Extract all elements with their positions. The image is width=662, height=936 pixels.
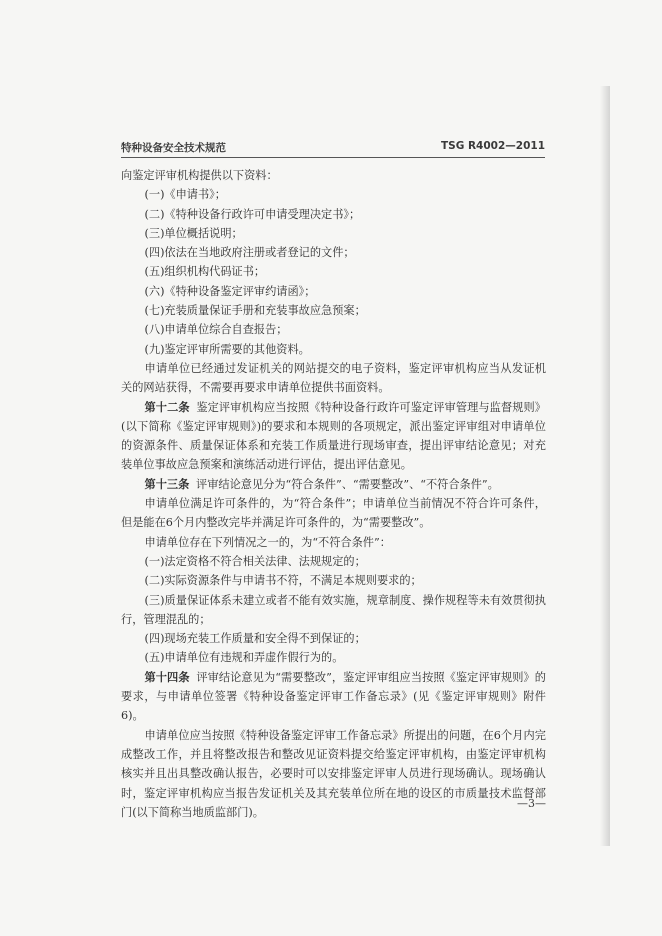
running-header (121, 140, 545, 156)
paragraph (121, 166, 546, 185)
paragraph (121, 359, 546, 398)
paragraph-text: 鉴定评审机构应当按照《特种设备行政许可鉴定评审管理与监督规则》(以下简称《鉴定评审规则》)的要求和本规则的各项规定，派出鉴定评审组对申请单位的资源条件、质量保证体系和充装工作质量进行现场审查，提出评审结论意见；对充装单位事故应急预案和演练活动进行评估，提出评估意见。 (121, 400, 546, 472)
paragraph-text: 申请单位存在下列情况之一的，为“不符合条件”： (144, 535, 391, 549)
paragraph (121, 185, 546, 204)
header-title: 特种设备安全技术规范 (121, 142, 226, 154)
page-number: —3— (517, 797, 546, 810)
paragraph (121, 475, 546, 494)
paragraph (121, 205, 546, 224)
paragraph-text: (三)单位概括说明； (144, 226, 243, 240)
paragraph-text: (八)申请单位综合自查报告； (144, 323, 288, 337)
paragraph-text: (五)申请单位有违规和弄虚作假行为的。 (144, 651, 344, 665)
paragraph (121, 282, 546, 301)
paragraph-text: (一)《申请书》； (144, 188, 226, 202)
paragraph-text: 评审结论意见分为“符合条件”、“需要整改”、“不符合条件”。 (196, 477, 499, 491)
paragraph (121, 591, 546, 630)
paragraph-text: (一)法定资格不符合相关法律、法规规定的； (144, 554, 366, 568)
paragraph-text: (九)鉴定评审所需要的其他资料。 (144, 342, 310, 356)
paragraph (121, 668, 546, 726)
paragraph (121, 648, 546, 667)
paragraph-text: 申请单位满足许可条件的，为“符合条件”；申请单位当前情况不符合许可条件，但是能在6个月内整改完毕并满足许可条件的，为“需要整改”。 (121, 497, 546, 530)
paragraph-text: (五)组织机构代码证书； (144, 265, 266, 279)
paragraph-text: (七)充装质量保证手册和充装事故应急预案； (144, 304, 366, 318)
paragraph-text: (四)现场充装工作质量和安全得不到保证的； (144, 632, 366, 646)
article-number: 第十三条 (144, 477, 190, 491)
paragraph (121, 301, 546, 320)
paragraph-text: 向鉴定评审机构提供以下资料： (121, 169, 278, 182)
paragraph (121, 533, 546, 552)
paragraph (121, 262, 546, 281)
paragraph (121, 243, 546, 262)
paragraph (121, 398, 546, 475)
paragraph (121, 571, 546, 590)
binding-shadow (600, 86, 610, 846)
header-rule (121, 157, 545, 158)
paragraph (121, 726, 546, 822)
paragraph (121, 320, 546, 339)
paragraph (121, 552, 546, 571)
paragraph-text: (二)《特种设备行政许可申请受理决定书》； (144, 207, 361, 221)
article-number: 第十四条 (144, 670, 190, 684)
article-number: 第十二条 (144, 400, 190, 414)
body-text (121, 166, 546, 822)
paragraph-text: (四)依法在当地政府注册或者登记的文件； (144, 246, 355, 260)
paragraph (121, 224, 546, 243)
paragraph (121, 494, 546, 533)
header-standard-code: TSG R4002—2011 (440, 140, 545, 152)
paragraph (121, 340, 546, 359)
paragraph-text: (二)实际资源条件与申请书不符，不满足本规则要求的； (144, 574, 422, 588)
paragraph-text: (三)质量保证体系未建立或者不能有效实施，规章制度、操作规程等未有效贯彻执行，管理混乱的； (121, 593, 546, 626)
paragraph (121, 629, 546, 648)
paragraph-text: 评审结论意见为“需要整改”，鉴定评审组应当按照《鉴定评审规则》的要求，与申请单位签署《特种设备鉴定评审工作备忘录》(见《鉴定评审规则》附件6)。 (121, 670, 546, 723)
paragraph-text: 申请单位已经通过发证机关的网站提交的电子资料，鉴定评审机构应当从发证机关的网站获得，不需要再要求申请单位提供书面资料。 (121, 361, 546, 395)
paragraph-text: (六)《特种设备鉴定评审约请函》； (144, 284, 316, 298)
paragraph-text: 申请单位应当按照《特种设备鉴定评审工作备忘录》所提出的问题，在6个月内完成整改工作，并且将整改报告和整改见证资料提交给鉴定评审机构，由鉴定评审机构核实并且出具整改确认报告，必要时可以安排鉴定评审人员进行现场确认。现场确认时，鉴定评审机构应当报告发证机关及其充装单位所在地的设区的市质量技术监督部门(以下简称当地质监部门)。 (121, 728, 546, 819)
